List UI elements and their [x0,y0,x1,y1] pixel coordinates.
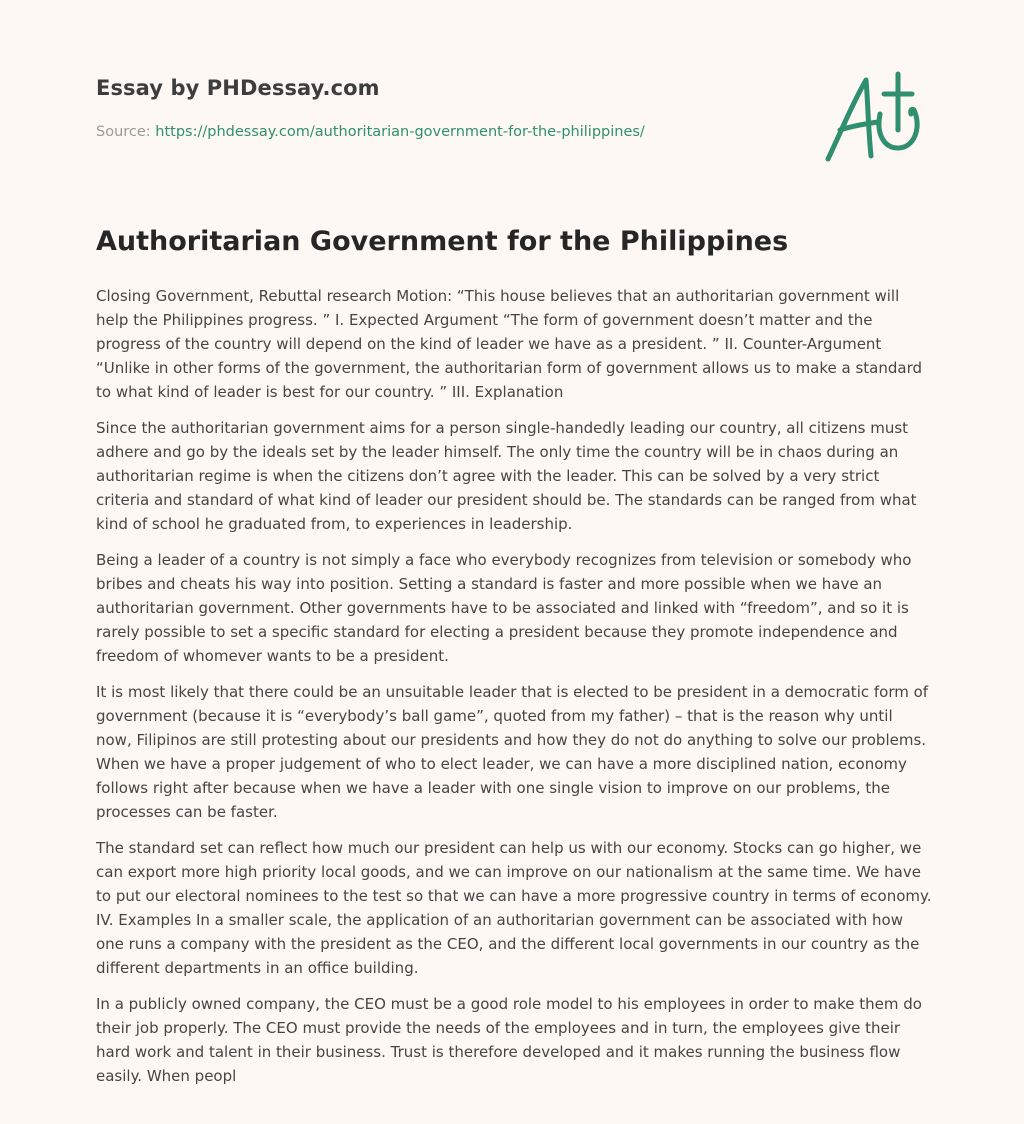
essay-title: Authoritarian Government for the Philippines [96,226,789,257]
header [96,0,928,200]
essay-paragraph: It is most likely that there could be an unsuitable leader that is elected to be president in a democratic form of government (because it is “everybody’s ball game”, quoted from my father) – that is the reason why until now, Filipinos are still protesting about our presidents and how they do not do anything to solve our problems. When we have a proper judgement of who to elect leader, we can have a more disciplined nation, economy follows right after because when we have a leader with one single vision to improve on our problems, the processes can be faster. [96,683,929,821]
essay-paragraph: Since the authoritarian government aims for a person single-handedly leading our country, all citizens must adhere and go by the ideals set by the leader himself. The only time the country will be in chaos during an authoritarian regime is when the citizens don’t agree with the leader. This can be solved by a very strict criteria and standard of what kind of leader our president should be. The standards can be ranged from what kind of school he graduated from, to experiences in leadership. [96,419,917,533]
source-link[interactable]: https://phdessay.com/authoritarian-government-for-the-philippines/ [155,124,645,140]
essay-paragraph: Closing Government, Rebuttal research Motion: “This house believes that an authoritarian government will help the Philippines progress. ” I. Expected Argument “The form of government doesn’t matter and the progress of the country will depend on the kind of leader we have as a president. ” II. Counter-Argument “Unlike in other forms of the government, the authoritarian form of government allows us to make a standard to what kind of leader is best for our country. ” III. Explanation [96,287,923,401]
source-label: Source: [96,124,151,140]
a-plus-logo-icon [818,64,928,168]
page-header-container [96,0,928,200]
essay-paragraph: The standard set can reflect how much our president can help us with our economy. Stocks can go higher, we can export more high priority local goods, and we can improve on our nationalism at the same time. We have to put our electoral nominees to the test so that we can have a more progressive country in terms of economy. IV. Examples In a smaller scale, the application of an authoritarian government can be associated with how one runs a company with the president as the CEO, and the different local governments in our country as the different departments in an office building. [96,839,932,977]
essay-body [96,284,932,1100]
essay-paragraph: In a publicly owned company, the CEO must be a good role model to his employees in order to make them do their job properly. The CEO must provide the needs of the employees and in turn, the employees give their hard work and talent in their business. Trust is therefore developed and it makes running the business flow easily. When peopl [96,995,922,1085]
source-line [96,124,645,140]
essay-paragraph: Being a leader of a country is not simply a face who everybody recognizes from television or somebody who bribes and cheats his way into position. Setting a standard is faster and more possible when we have an authoritarian government. Other governments have to be associated and linked with “freedom”, and so it is rarely possible to set a specific standard for electing a president because they promote independence and freedom of whomever wants to be a president. [96,551,912,665]
site-title: Essay by PHDessay.com [96,76,380,100]
